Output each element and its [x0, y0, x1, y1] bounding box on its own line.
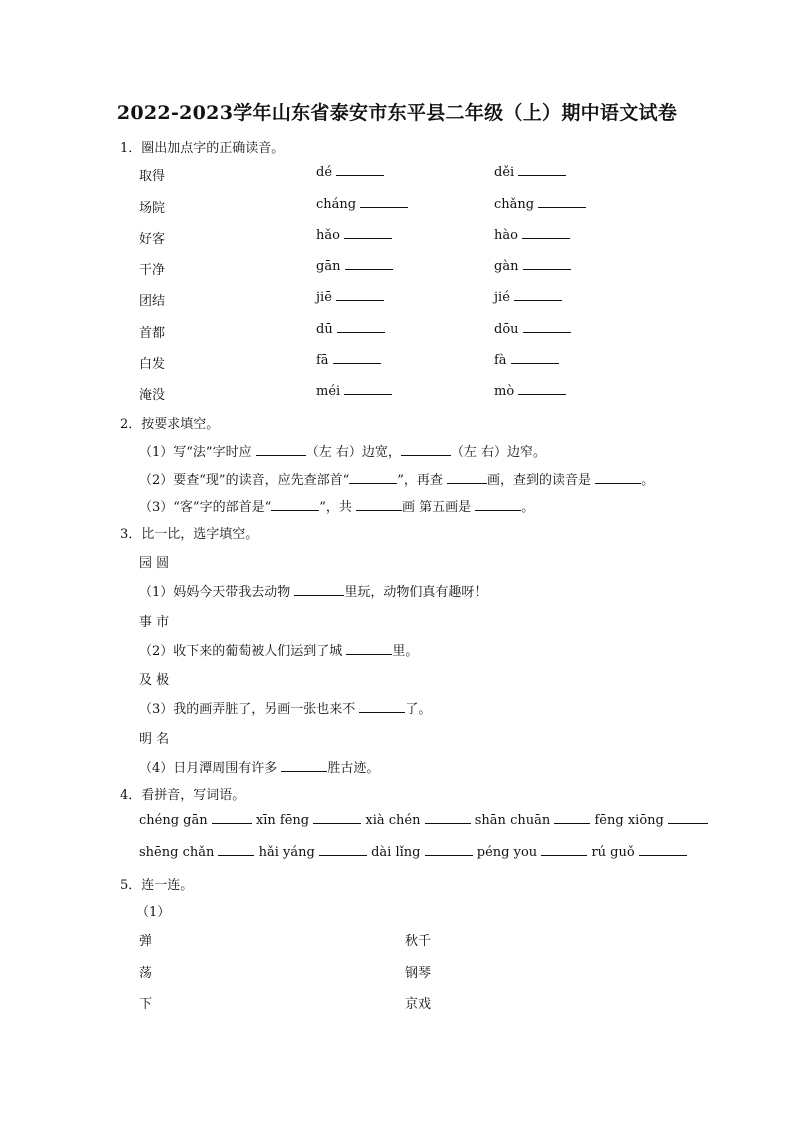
q1-option-b: mò [494, 384, 566, 399]
answer-blank[interactable] [218, 854, 254, 856]
answer-blank[interactable] [345, 268, 393, 270]
answer-blank[interactable] [425, 822, 471, 824]
answer-blank[interactable] [447, 482, 487, 484]
answer-blank[interactable] [359, 711, 405, 713]
answer-blank[interactable] [271, 509, 319, 511]
q1-word: 团结 [139, 294, 166, 309]
q5-left-item[interactable]: 下 [139, 997, 153, 1012]
answer-blank[interactable] [401, 454, 451, 456]
answer-blank[interactable] [514, 299, 562, 301]
q1-word: 场院 [139, 201, 166, 216]
q1-option-a: fā [316, 353, 381, 368]
q1-option-b: gàn [494, 259, 571, 274]
q3-character-pair: 园 圆 [139, 556, 170, 571]
answer-blank[interactable] [595, 482, 641, 484]
answer-blank[interactable] [349, 482, 397, 484]
q5-left-item[interactable]: 弹 [139, 934, 153, 949]
answer-blank[interactable] [425, 854, 473, 856]
answer-blank[interactable] [344, 393, 392, 395]
q1-word: 好客 [139, 232, 166, 247]
answer-blank[interactable] [336, 174, 384, 176]
q5-right-item[interactable]: 钢琴 [405, 966, 432, 981]
answer-blank[interactable] [344, 237, 392, 239]
q1-option-a: dū [316, 322, 385, 337]
answer-blank[interactable] [281, 770, 327, 772]
q3-sentence-4: （4）日月潭周围有许多 胜古迹。 [139, 761, 380, 776]
q1-option-a: dé [316, 165, 384, 180]
answer-blank[interactable] [522, 237, 570, 239]
page-title: 2022-2023学年山东省泰安市东平县二年级（上）期中语文试卷 [116, 102, 678, 124]
q1-option-a: gān [316, 259, 393, 274]
q5-right-item[interactable]: 秋千 [405, 934, 432, 949]
answer-blank[interactable] [511, 362, 559, 364]
answer-blank[interactable] [518, 174, 566, 176]
answer-blank[interactable] [518, 393, 566, 395]
answer-blank[interactable] [554, 822, 590, 824]
q1-option-b: fà [494, 353, 559, 368]
q3-sentence-2: （2）收下来的葡萄被人们运到了城 里。 [139, 644, 419, 659]
q1-word: 干净 [139, 263, 166, 278]
answer-blank[interactable] [333, 362, 381, 364]
question-3-prompt: 3．比一比，选字填空。 [120, 527, 259, 542]
q1-option-b: hào [494, 228, 570, 243]
q5-right-item[interactable]: 京戏 [405, 997, 432, 1012]
question-1-prompt: 1．圈出加点字的正确读音。 [120, 141, 285, 156]
q2-line-3: （3）“客”字的部首是“ ”，共 画 第五画是 。 [139, 500, 535, 515]
q1-option-b: dōu [494, 322, 571, 337]
q1-word: 淹没 [139, 388, 166, 403]
answer-blank[interactable] [668, 822, 708, 824]
q5-left-item[interactable]: 荡 [139, 966, 153, 981]
q1-word: 首都 [139, 326, 166, 341]
q1-word: 取得 [139, 169, 166, 184]
answer-blank[interactable] [541, 854, 587, 856]
answer-blank[interactable] [346, 653, 392, 655]
question-4-prompt: 4．看拼音，写词语。 [120, 788, 246, 803]
answer-blank[interactable] [523, 268, 571, 270]
answer-blank[interactable] [294, 594, 344, 596]
answer-blank[interactable] [212, 822, 252, 824]
q2-line-1: （1）写“法”字时应 （左 右）边宽， （左 右）边窄。 [139, 445, 546, 460]
q3-sentence-1: （1）妈妈今天带我去动物 里玩，动物们真有趣呀！ [139, 585, 488, 600]
q3-character-pair: 明 名 [139, 732, 170, 747]
answer-blank[interactable] [336, 299, 384, 301]
q1-option-b: jié [494, 290, 562, 305]
answer-blank[interactable] [538, 206, 586, 208]
q3-character-pair: 事 市 [139, 615, 170, 630]
q1-option-a: cháng [316, 197, 408, 212]
answer-blank[interactable] [256, 454, 306, 456]
answer-blank[interactable] [523, 331, 571, 333]
q5-subquestion-label: （1） [136, 905, 171, 920]
answer-blank[interactable] [475, 509, 521, 511]
q4-pinyin-row-2: shēng chǎn hǎi yáng dài lǐng péng you rú guǒ [139, 845, 687, 860]
question-2-prompt: 2．按要求填空。 [120, 417, 220, 432]
answer-blank[interactable] [639, 854, 687, 856]
q2-line-2: （2）要查“现”的读音，应先查部首“ ”，再查 画，查到的读音是 。 [139, 473, 655, 488]
q1-option-a: hǎo [316, 228, 392, 243]
answer-blank[interactable] [313, 822, 361, 824]
answer-blank[interactable] [337, 331, 385, 333]
answer-blank[interactable] [319, 854, 367, 856]
q1-option-b: děi [494, 165, 566, 180]
question-5-prompt: 5．连一连。 [120, 878, 194, 893]
q1-option-b: chǎng [494, 197, 586, 212]
answer-blank[interactable] [356, 509, 402, 511]
q3-character-pair: 及 极 [139, 673, 170, 688]
answer-blank[interactable] [360, 206, 408, 208]
q1-option-a: jiē [316, 290, 384, 305]
q4-pinyin-row-1: chéng gān xīn fēng xià chén shān chuān fēng xiōng [139, 813, 708, 828]
q1-option-a: méi [316, 384, 392, 399]
q1-word: 白发 [139, 357, 166, 372]
q3-sentence-3: （3）我的画弄脏了，另画一张也来不 了。 [139, 702, 432, 717]
